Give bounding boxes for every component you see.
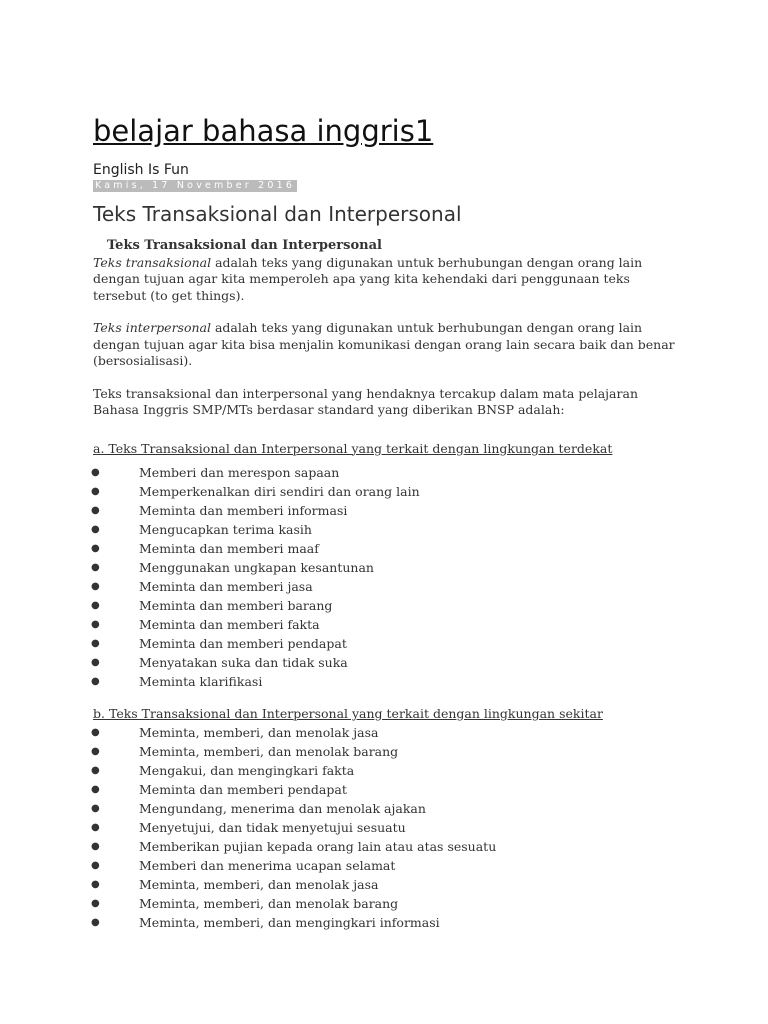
list-item	[93, 913, 683, 932]
paragraph-transaksional-text: adalah teks yang digunakan untuk berhubungan dengan orang lain dengan tujuan agar kita memperoleh apa yang kita kehendaki dari penggunaan teks tersebut (to get things).	[93, 254, 643, 303]
bullet-dot-icon: ●	[91, 486, 100, 497]
bullet-dot-icon: ●	[91, 524, 100, 535]
list-item-text: Meminta, memberi, dan menolak barang	[139, 743, 399, 759]
list-item-text: Meminta dan memberi informasi	[139, 503, 348, 518]
list-item	[93, 780, 683, 799]
list-item	[93, 837, 683, 856]
bullet-dot-icon: ●	[91, 676, 100, 687]
list-item	[93, 463, 683, 482]
date-header: Kamis, 17 November 2016	[95, 180, 296, 191]
list-item-text: Meminta dan memberi fakta	[139, 617, 320, 632]
list-item	[93, 723, 683, 742]
section-b-list	[93, 723, 683, 932]
bullet-dot-icon: ●	[91, 619, 100, 630]
paragraph-transaksional	[93, 255, 683, 305]
section-a-heading: a. Teks Transaksional dan Interpersonal yang terkait dengan lingkungan terdekat	[93, 440, 613, 456]
bullet-dot-icon: ●	[91, 726, 100, 738]
list-item-text: Menyetujui, dan tidak menyetujui sesuatu	[139, 819, 406, 835]
paragraph-interpersonal-text: adalah teks yang digunakan untuk berhubungan dengan orang lain dengan tujuan agar kita bisa menjalin komunikasi dengan orang lain secara baik dan benar (bersosialisasi).	[93, 320, 675, 368]
list-item-text: Memperkenalkan diri sendiri dan orang lain	[139, 484, 420, 499]
list-item-text: Meminta, memberi, dan menolak barang	[139, 895, 399, 911]
post-title: Teks Transaksional dan Interpersonal	[93, 202, 462, 226]
bullet-dot-icon: ●	[91, 600, 100, 611]
list-item	[93, 634, 683, 653]
list-item-text: Meminta dan memberi pendapat	[139, 781, 347, 797]
list-item-text: Memberi dan merespon sapaan	[139, 465, 340, 480]
list-item-text: Meminta dan memberi maaf	[139, 541, 319, 556]
list-item	[93, 672, 683, 691]
bullet-dot-icon: ●	[91, 783, 100, 795]
list-item	[93, 856, 683, 875]
list-item-text: Meminta, memberi, dan menolak jasa	[139, 876, 379, 892]
bullet-dot-icon: ●	[91, 467, 100, 478]
list-item	[93, 875, 683, 894]
post-subheading: Teks Transaksional dan Interpersonal	[107, 238, 382, 253]
list-item-text: Meminta dan memberi jasa	[139, 579, 313, 594]
list-item	[93, 482, 683, 501]
list-item	[93, 653, 683, 672]
list-item-text: Menyatakan suka dan tidak suka	[139, 655, 348, 670]
bullet-dot-icon: ●	[91, 745, 100, 757]
term-transaksional: Teks transaksional	[93, 254, 212, 270]
list-item	[93, 818, 683, 837]
list-item-text: Meminta, memberi, dan menolak jasa	[139, 724, 379, 740]
list-item	[93, 894, 683, 913]
list-item	[93, 615, 683, 634]
bullet-dot-icon: ●	[91, 840, 100, 852]
bullet-dot-icon: ●	[91, 543, 100, 554]
bullet-dot-icon: ●	[91, 581, 100, 592]
bullet-dot-icon: ●	[91, 821, 100, 833]
bullet-dot-icon: ●	[91, 802, 100, 814]
list-item	[93, 520, 683, 539]
bullet-dot-icon: ●	[91, 562, 100, 573]
blog-title-link[interactable]: belajar bahasa inggris1	[93, 114, 434, 148]
bullet-dot-icon: ●	[91, 897, 100, 909]
list-item-text: Mengakui, dan mengingkari fakta	[139, 762, 355, 778]
paragraph-bnsp: Teks transaksional dan interpersonal yang hendaknya tercakup dalam mata pelajaran Bahasa Inggris SMP/MTs berdasar standard yang diberikan BNSP adalah:	[93, 385, 638, 417]
post-body	[93, 238, 683, 932]
bullet-dot-icon: ●	[91, 638, 100, 649]
list-item	[93, 799, 683, 818]
bullet-dot-icon: ●	[91, 916, 100, 928]
bullet-dot-icon: ●	[91, 764, 100, 776]
bullet-dot-icon: ●	[91, 878, 100, 890]
bullet-dot-icon: ●	[91, 505, 100, 516]
list-item	[93, 761, 683, 780]
list-item-text: Memberikan pujian kepada orang lain atau atas sesuatu	[139, 838, 497, 854]
list-item-text: Mengundang, menerima dan menolak ajakan	[139, 800, 426, 816]
list-item	[93, 539, 683, 558]
list-item-text: Meminta, memberi, dan mengingkari informasi	[139, 914, 440, 930]
list-item	[93, 577, 683, 596]
section-a-list	[93, 463, 683, 691]
list-item	[93, 596, 683, 615]
list-item-text: Meminta dan memberi barang	[139, 598, 333, 613]
list-item-text: Meminta klarifikasi	[139, 674, 263, 689]
list-item-text: Meminta dan memberi pendapat	[139, 636, 347, 651]
blog-description: English Is Fun	[93, 162, 189, 178]
section-b-heading: b. Teks Transaksional dan Interpersonal yang terkait dengan lingkungan sekitar	[93, 706, 603, 721]
list-item-text: Mengucapkan terima kasih	[139, 522, 312, 537]
list-item-text: Menggunakan ungkapan kesantunan	[139, 560, 374, 575]
paragraph-interpersonal	[93, 320, 683, 370]
bullet-dot-icon: ●	[91, 859, 100, 871]
list-item	[93, 501, 683, 520]
list-item	[93, 742, 683, 761]
bullet-dot-icon: ●	[91, 657, 100, 668]
list-item-text: Memberi dan menerima ucapan selamat	[139, 857, 396, 873]
list-item	[93, 558, 683, 577]
term-interpersonal: Teks interpersonal	[93, 320, 211, 335]
